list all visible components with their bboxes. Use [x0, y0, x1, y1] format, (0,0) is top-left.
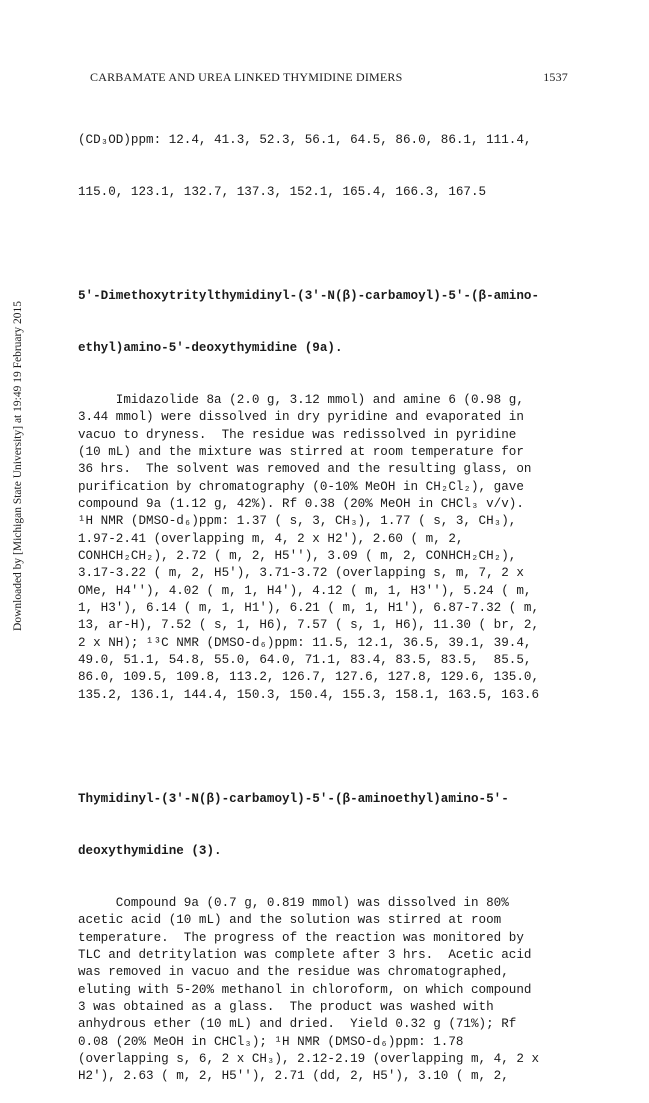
body-line: 13, ar-H), 7.52 ( s, 1, H6), 7.57 ( s, 1, H6), 11.30 ( br, 2,	[78, 618, 540, 633]
running-title: CARBAMATE AND UREA LINKED THYMIDINE DIMERS	[90, 70, 403, 84]
body-line: vacuo to dryness. The residue was redissolved in pyridine	[78, 427, 517, 442]
page-number: 1537	[543, 70, 568, 84]
body-line: 0.08 (20% MeOH in CHCl₃); ¹H NMR (DMSO-d₆)ppm: 1.78	[78, 1034, 464, 1049]
section-heading: ethyl)amino-5'-deoxythymidine (9a).	[78, 340, 343, 355]
section-heading: Thymidinyl-(3'-N(β)-carbamoyl)-5'-(β-aminoethyl)amino-5'-	[78, 791, 509, 806]
section-body	[78, 392, 586, 704]
body-line: (10 mL) and the mixture was stirred at room temperature for	[78, 444, 524, 459]
body-line: OMe, H4''), 4.02 ( m, 1, H4'), 4.12 ( m, 1, H3''), 5.24 ( m,	[78, 583, 532, 598]
body-line: 1, H3'), 6.14 ( m, 1, H1'), 6.21 ( m, 1, H1'), 6.87-7.32 ( m,	[78, 600, 540, 615]
body-line: 86.0, 109.5, 109.8, 113.2, 126.7, 127.6, 127.8, 129.6, 135.0,	[78, 670, 540, 685]
body-line: 36 hrs. The solvent was removed and the resulting glass, on	[78, 462, 532, 477]
body-line: was removed in vacuo and the residue was chromatographed,	[78, 965, 509, 980]
body-line: eluting with 5-20% methanol in chloroform, on which compound	[78, 982, 532, 997]
body-line: ¹H NMR (DMSO-d₆)ppm: 1.37 ( s, 3, CH₃), 1.77 ( s, 3, CH₃),	[78, 514, 517, 529]
intro-line: (CD₃OD)ppm: 12.4, 41.3, 52.3, 56.1, 64.5, 86.0, 86.1, 111.4,	[78, 132, 532, 147]
body-line: purification by chromatography (0-10% MeOH in CH₂Cl₂), gave	[78, 479, 524, 494]
section-body	[78, 895, 586, 1086]
body-line: 2 x NH); ¹³C NMR (DMSO-d₆)ppm: 11.5, 12.1, 36.5, 39.1, 39.4,	[78, 635, 532, 650]
body-line: 135.2, 136.1, 144.4, 150.3, 150.4, 155.3, 158.1, 163.5, 163.6	[78, 687, 540, 702]
intro-line: 115.0, 123.1, 132.7, 137.3, 152.1, 165.4, 166.3, 167.5	[78, 184, 487, 199]
body-line: temperature. The progress of the reaction was monitored by	[78, 930, 524, 945]
body-line: compound 9a (1.12 g, 42%). Rf 0.38 (20% MeOH in CHCl₃ v/v).	[78, 496, 524, 511]
body-line: Compound 9a (0.7 g, 0.819 mmol) was dissolved in 80%	[78, 895, 509, 910]
body-line: 3.17-3.22 ( m, 2, H5'), 3.71-3.72 (overlapping s, m, 7, 2 x	[78, 566, 524, 581]
body-line: 3.44 mmol) were dissolved in dry pyridine and evaporated in	[78, 410, 524, 425]
body-line: 3 was obtained as a glass. The product was washed with	[78, 999, 494, 1014]
section-heading: deoxythymidine (3).	[78, 843, 222, 858]
page-body	[78, 97, 586, 1103]
body-line: 49.0, 51.1, 54.8, 55.0, 64.0, 71.1, 83.4, 83.5, 83.5, 85.5,	[78, 653, 532, 667]
body-line: TLC and detritylation was complete after 3 hrs. Acetic acid	[78, 947, 532, 962]
body-line: CONHCH₂CH₂), 2.72 ( m, 2, H5''), 3.09 ( m, 2, CONHCH₂CH₂),	[78, 548, 517, 563]
body-line: acetic acid (10 mL) and the solution was stirred at room	[78, 913, 502, 928]
body-line: (overlapping s, 6, 2 x CH₃), 2.12-2.19 (overlapping m, 4, 2 x	[78, 1051, 540, 1066]
section-heading: 5'-Dimethoxytritylthymidinyl-(3'-N(β)-carbamoyl)-5'-(β-amino-	[78, 288, 540, 303]
body-line: 1.97-2.41 (overlapping m, 4, 2 x H2'), 2.60 ( m, 2,	[78, 531, 464, 546]
download-watermark: Downloaded by [Michigan State University] at 19:49 19 February 2015	[12, 301, 24, 631]
body-line: Imidazolide 8a (2.0 g, 3.12 mmol) and amine 6 (0.98 g,	[78, 392, 524, 407]
body-line: anhydrous ether (10 mL) and dried. Yield 0.32 g (71%); Rf	[78, 1017, 517, 1032]
body-line: H2'), 2.63 ( m, 2, H5''), 2.71 (dd, 2, H5'), 3.10 ( m, 2,	[78, 1069, 509, 1084]
